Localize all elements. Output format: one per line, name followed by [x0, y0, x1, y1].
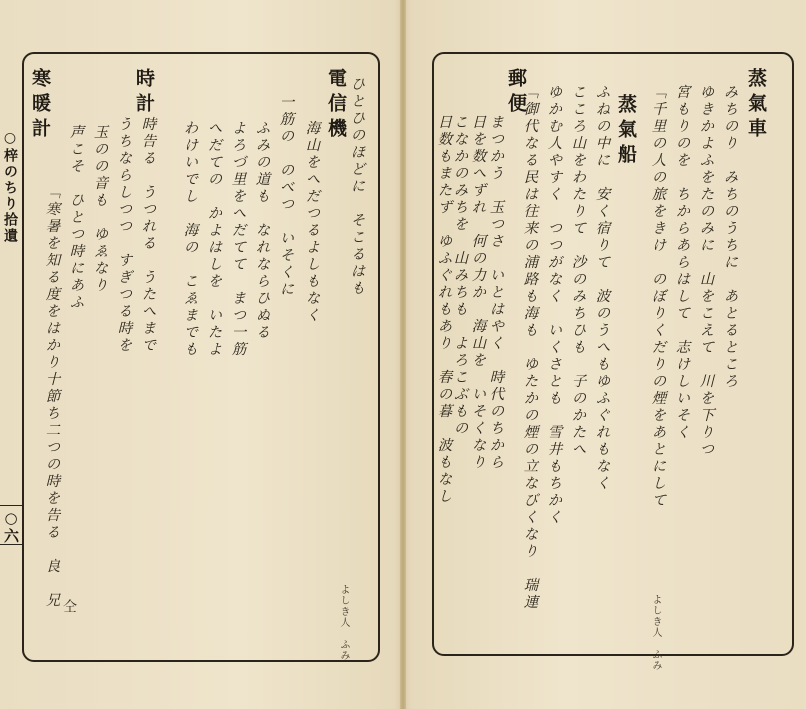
- author-signature: よしき人 ふみ: [650, 594, 661, 671]
- line: 「千里の人の旅をきけ のぼりくだりの煙をあとにして: [649, 84, 666, 509]
- line: ひとひのほどに そこるはも: [348, 76, 365, 297]
- line: 一筋の のべつ いそくに: [277, 94, 294, 298]
- repeat-mark: 仝: [61, 599, 77, 614]
- line: 「御代なる民は往来の浦路も海も ゆたかの煙の立なびくなり 瑞連: [521, 84, 538, 611]
- author-signature: よしき人 ふみ: [338, 584, 349, 661]
- left-page: [0, 0, 402, 709]
- line: うちならしつつ すぎつる時を: [115, 116, 132, 354]
- line: みちのり みちのうちに あとるところ: [721, 84, 738, 390]
- line: ゆきかよふをたのみに 山をこえて 川を下りつ: [697, 84, 714, 458]
- heading-yubin: 郵便: [505, 68, 527, 118]
- heading-tokei: 時計: [133, 68, 155, 118]
- heading-denshinki: 電信機: [325, 68, 347, 143]
- line: ふねの中に 安く宿りて 波のうへもゆふぐれもなく: [593, 84, 610, 492]
- line: わけいでし 海の こゑまでも: [181, 120, 198, 358]
- line: 玉のの音も ゆゑなり: [91, 124, 108, 294]
- line: こなかのみちを 山みちも よろこぶもの: [451, 114, 468, 437]
- line: ゆかむ人やすく つつがなく いくさとも 雪井もちかく: [545, 84, 562, 526]
- line: 声こそ ひとつ時にあふ: [67, 124, 84, 311]
- heading-kisen: 蒸氣船: [615, 94, 637, 169]
- line: 宮もりのを ちからあらはして 志けしいそく: [673, 84, 690, 441]
- margin-title: ○梓のちり拾遺: [2, 130, 18, 244]
- line: 日数もまたず ゆふぐれもあり 春の暮 波もなし: [435, 114, 452, 505]
- line: へだての かよはしを いたよ: [205, 120, 222, 358]
- heading-kisha: 蒸氣車: [745, 68, 767, 143]
- line: ふみの道も なれならひぬる: [253, 120, 270, 341]
- line: 日を数へずれ 何の力か 海山を いそくなり: [469, 114, 486, 471]
- line: よろづ里をへだてて まつ一筋: [229, 120, 246, 358]
- page-number: ○六: [2, 509, 20, 544]
- heading-kankeikei: 寒暖計: [29, 68, 51, 143]
- line: 時告る うつれる うたへまで: [139, 116, 156, 354]
- right-page: [404, 0, 806, 709]
- line: こころ山をわたりて 沙のみちひも 子のかたへ: [569, 84, 586, 458]
- line: まつかう 玉つさ いとはやく 時代のちから: [487, 114, 504, 471]
- page-number-box: [0, 505, 22, 545]
- right-frame: [432, 52, 794, 671]
- line: 「寒暑を知る度をはかり十節ち二つの時を告る 良 兄: [43, 184, 60, 609]
- left-frame: [22, 52, 380, 662]
- line: 海山をへだつるよしもなく: [303, 120, 320, 324]
